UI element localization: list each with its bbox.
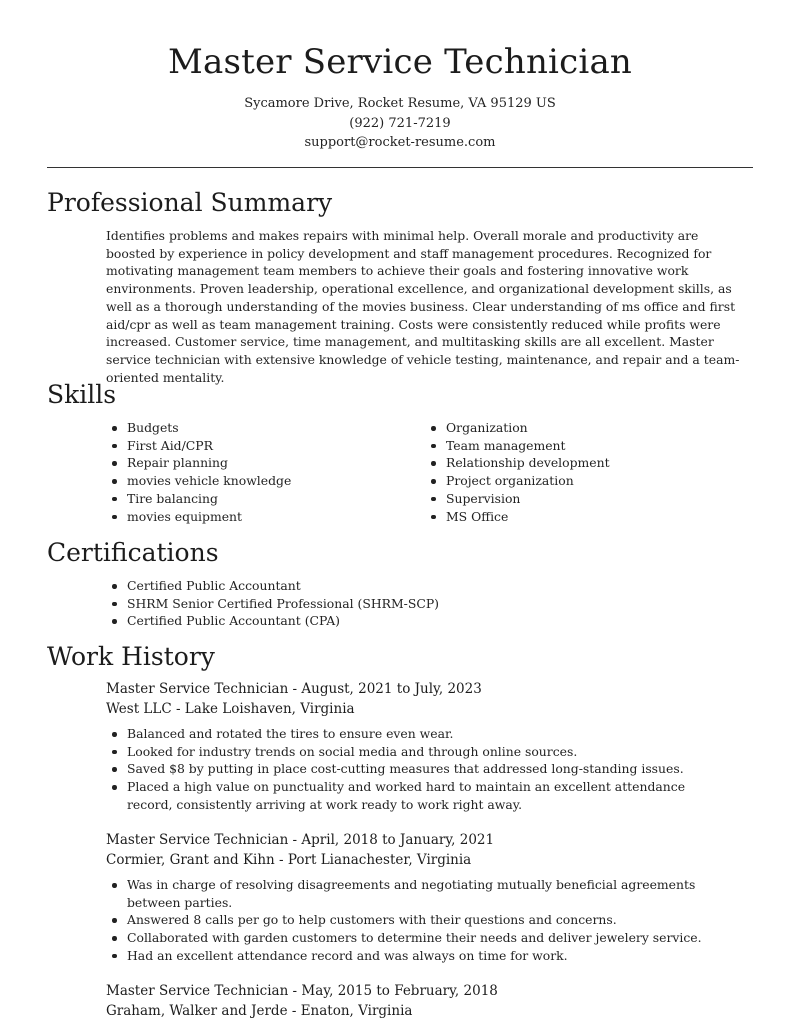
job-bullet: Answered 8 calls per go to help customers with their questions and concerns. <box>106 911 716 929</box>
skill-item: Repair planning <box>106 454 406 472</box>
skill-item: movies equipment <box>106 508 406 526</box>
certification-item: Certified Public Accountant <box>106 577 746 595</box>
job-entry <box>106 831 751 965</box>
job-bullet: Looked for industry trends on social media and through online sources. <box>106 743 716 761</box>
skills-list-right <box>425 419 725 525</box>
skill-item: Project organization <box>425 472 725 490</box>
job-title-dates: Master Service Technician - April, 2018 to January, 2021 <box>106 832 495 848</box>
job-company-location: Cormier, Grant and Kihn - Port Lianachester, Virginia <box>106 851 472 868</box>
summary-text: Identifies problems and makes repairs with minimal help. Overall morale and productivity are boosted by experience in policy development and staff management procedures. Recognized for motivating management team members to achieve their goals and fostering innovative work environments. Proven leadership, operational excellence, and organizational development skills, as well as a thorough understanding of the movies business. Clear understanding of ms office and first aid/cpr as well as team management training. Costs were consistently reduced while profits were increased. Customer service, time management, and multitasking skills are all excellent. Master service technician with extensive knowledge of vehicle testing, maintenance, and repair and a team-oriented mentality. <box>106 228 740 385</box>
job-company-location: West LLC - Lake Loishaven, Virginia <box>106 700 355 717</box>
skill-item: Team management <box>425 437 725 455</box>
job-entry <box>106 982 751 1027</box>
skill-item: Budgets <box>106 419 406 437</box>
section-title-summary: Professional Summary <box>47 188 333 217</box>
job-bullet: Balanced and rotated the tires to ensure even wear. <box>106 725 716 743</box>
skill-item: First Aid/CPR <box>106 437 406 455</box>
skill-item: movies vehicle knowledge <box>106 472 406 490</box>
contact-block <box>0 94 800 153</box>
contact-email: support@rocket-resume.com <box>304 135 496 150</box>
contact-address: Sycamore Drive, Rocket Resume, VA 95129 US <box>244 96 556 111</box>
job-bullets <box>106 876 716 965</box>
skills-list-left <box>106 419 406 525</box>
candidate-name: Master Service Technician <box>167 42 633 82</box>
job-bullet: Was in charge of resolving disagreements and negotiating mutually beneficial agreements between parties. <box>106 876 716 911</box>
job-title-dates: Master Service Technician - August, 2021 to July, 2023 <box>106 681 482 697</box>
skill-item: MS Office <box>425 508 725 526</box>
job-bullet: Placed a high value on punctuality and worked hard to maintain an excellent attendance record, consistently arriving at work ready to work right away. <box>106 778 716 813</box>
skill-item: Tire balancing <box>106 490 406 508</box>
skill-item: Organization <box>425 419 725 437</box>
certification-item: Certified Public Accountant (CPA) <box>106 612 746 630</box>
certifications-list <box>106 577 746 630</box>
skill-item: Supervision <box>425 490 725 508</box>
job-bullet: Saved $8 by putting in place cost-cutting measures that addressed long-standing issues. <box>106 760 716 778</box>
job-bullets <box>106 725 716 814</box>
header-divider <box>47 167 753 168</box>
job-bullet: Collaborated with garden customers to determine their needs and deliver jewelery service. <box>106 929 716 947</box>
section-title-certifications: Certifications <box>47 538 219 567</box>
section-title-work-history: Work History <box>47 642 215 671</box>
job-bullet: Had an excellent attendance record and was always on time for work. <box>106 947 716 965</box>
skill-item: Relationship development <box>425 454 725 472</box>
job-entry <box>106 680 751 814</box>
contact-phone: (922) 721-7219 <box>349 115 451 131</box>
section-title-skills: Skills <box>47 380 117 409</box>
certification-item: SHRM Senior Certified Professional (SHRM-SCP) <box>106 595 746 613</box>
job-company-location: Graham, Walker and Jerde - Enaton, Virginia <box>106 1002 413 1019</box>
job-title-dates: Master Service Technician - May, 2015 to February, 2018 <box>106 983 498 999</box>
